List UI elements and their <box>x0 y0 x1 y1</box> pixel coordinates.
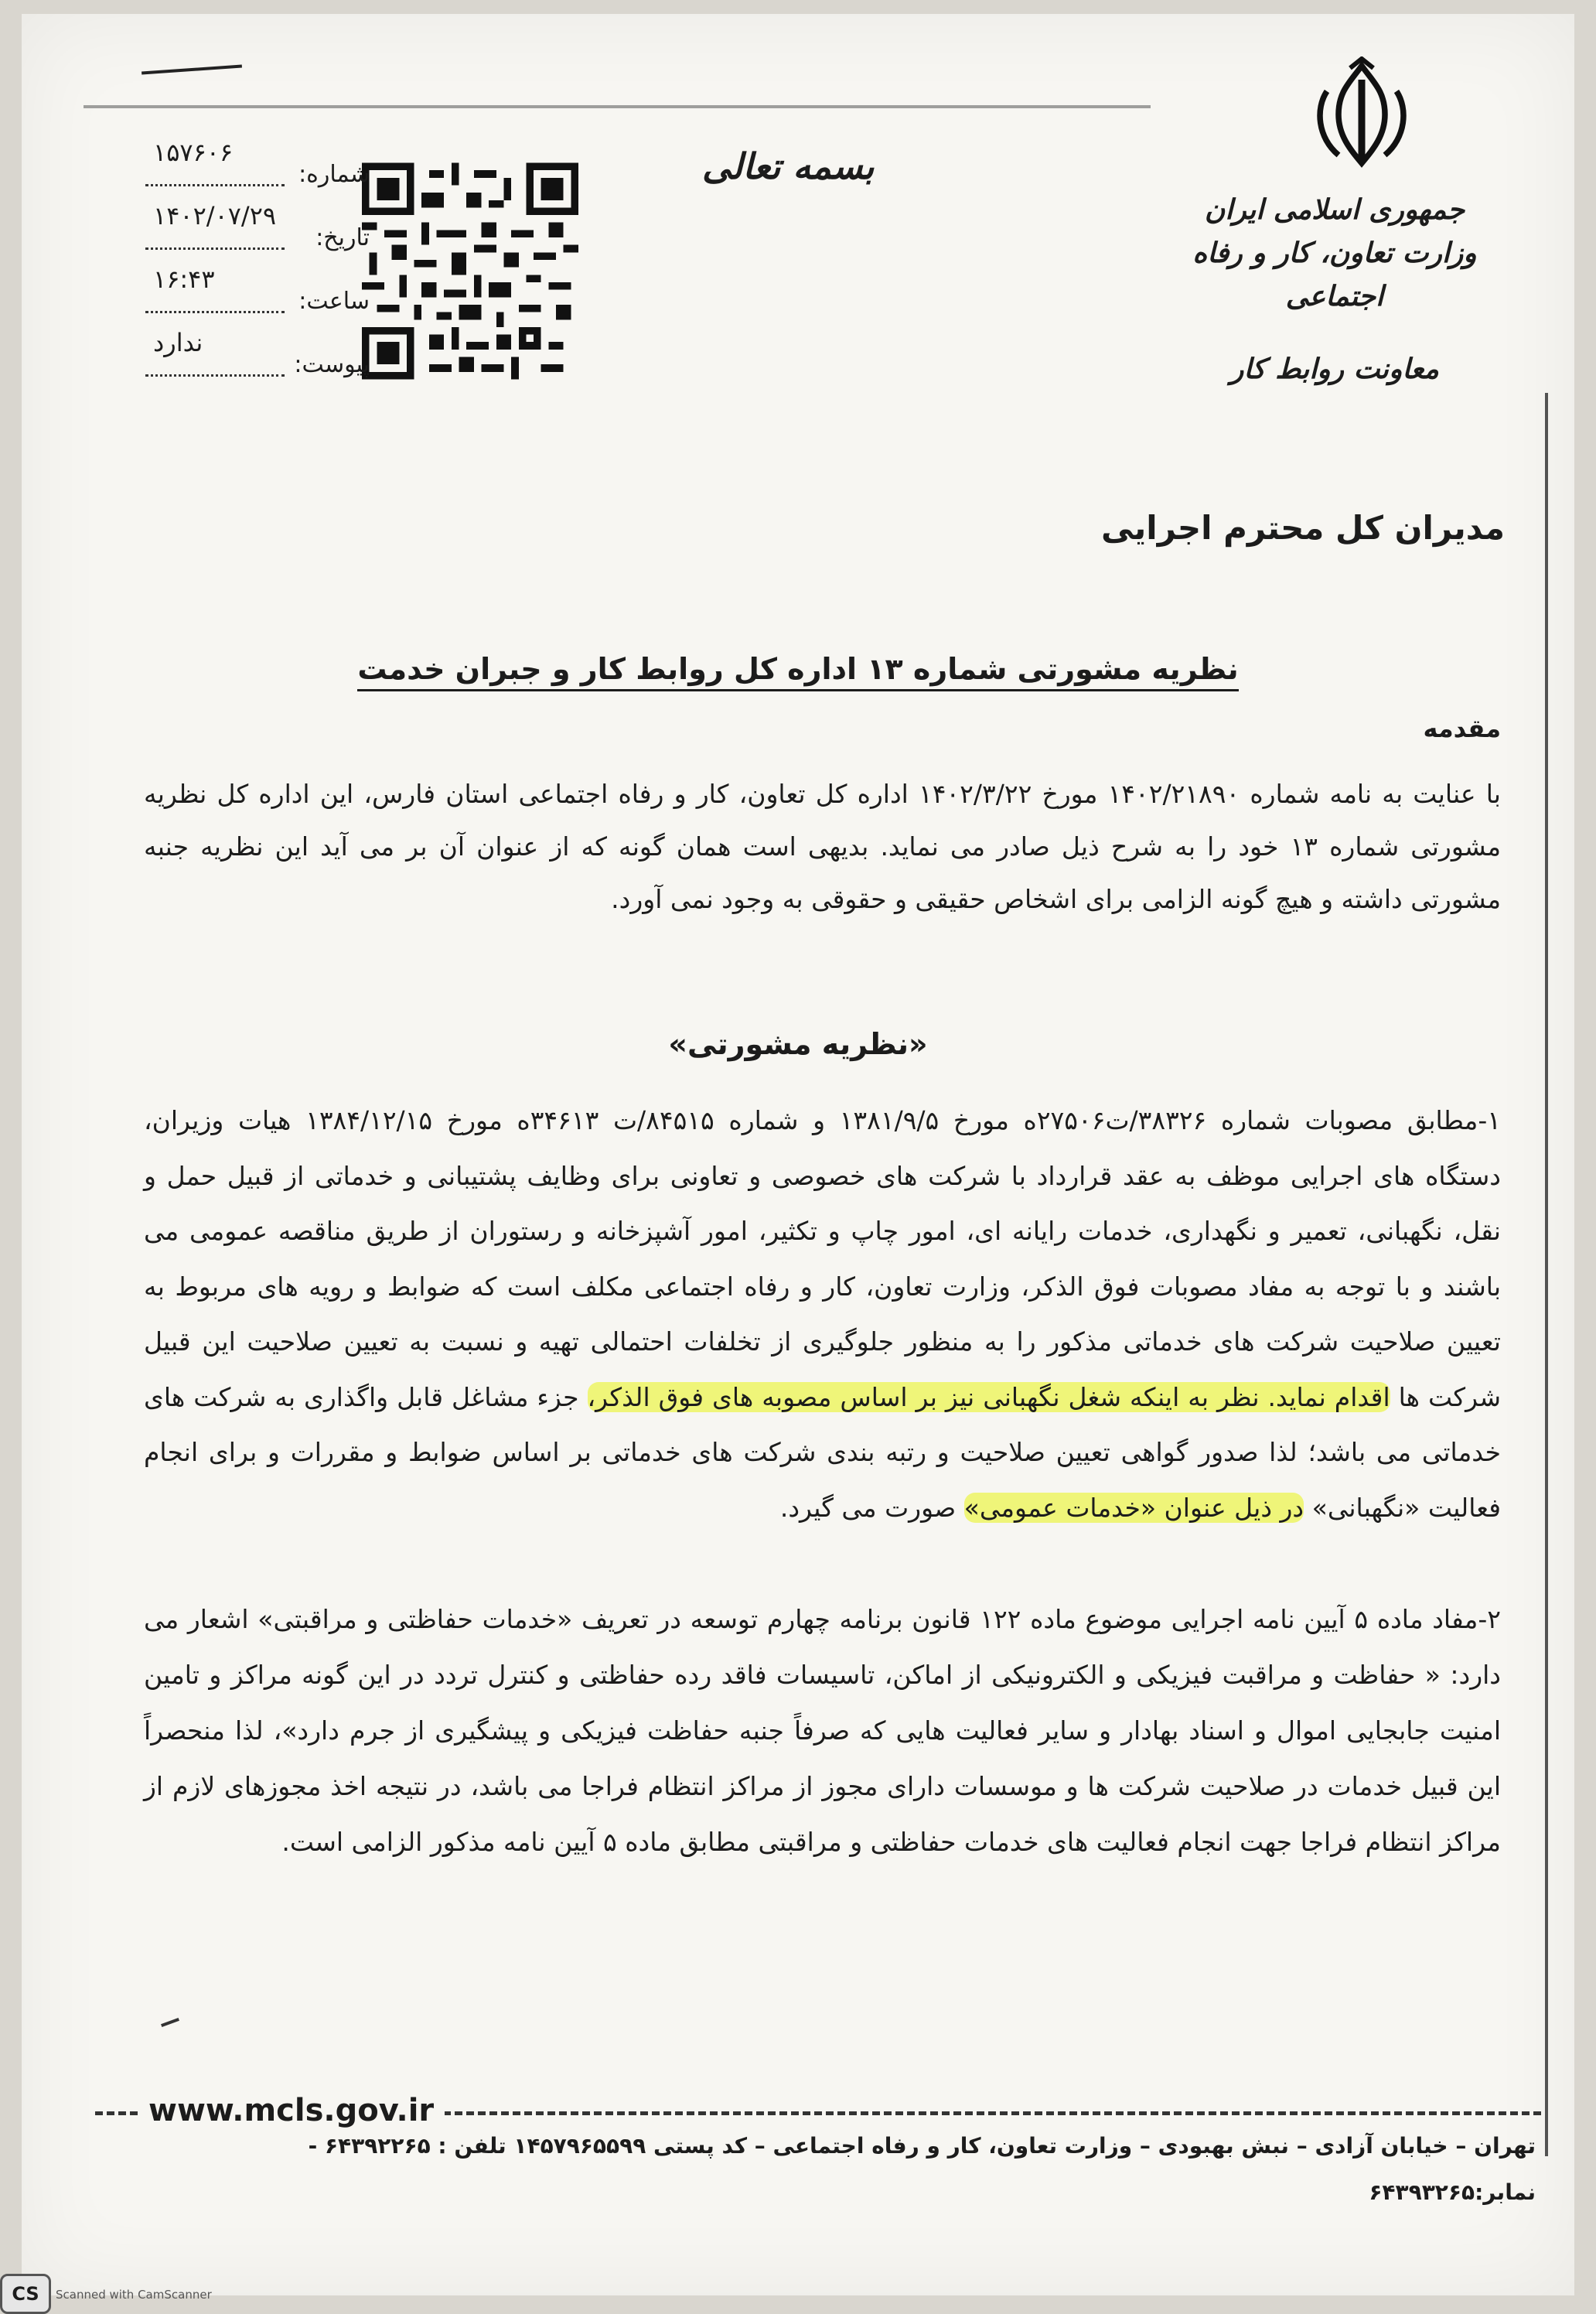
dotted-line <box>145 247 285 250</box>
ministry-line-1: جمهوری اسلامی ایران <box>1204 193 1465 226</box>
dotted-line <box>145 184 285 186</box>
meta-date <box>130 201 370 265</box>
pen-mark <box>142 64 242 74</box>
dotted-line <box>145 374 285 377</box>
attachment-label: پیوست: <box>294 351 370 378</box>
paragraph-2: ۲-مفاد ماده ۵ آیین نامه اجرایی موضوع ماده ۱۲۲ قانون برنامه چهارم توسعه در تعریف «خدمات حفاظتی و مراقبتی» اشعار می دارد: « حفاظت و مراقبت فیزیکی و الکترونیکی از اماکن، تاسیسات فاقد رده حفاظتی و کنترل تردد در این گونه مراکز و تامین امنیت جابجایی اموال و اسناد بهادار و سایر فعالیت هایی که صرفاً جنبه حفاظت فیزیکی و پیشگیری از جرم دارد»، لذا منحصراً این قبیل خدمات در صلاحیت شرکت ها و موسسات دارای مجوز از مراکز انتظام فراجا می باشد، در نتیجه اخذ مجوزهای لازم از مراکز انتظام فراجا جهت انجام فعالیت های خدمات حفاظتی و مراقبتی مطابق ماده ۵ آیین نامه مذکور الزامی است. <box>144 1604 1501 1857</box>
footer-address: تهران – خیابان آزادی – نبش بهبودی – وزارت تعاون، کار و رفاه اجتماعی – کد پستی ۱۴۵۷۹۶۵۵۹۹ تلفن : ۶۴۳۹۲۲۶۵ - <box>308 2133 1536 2159</box>
number-value: ۱۵۷۶۰۶ <box>153 138 234 167</box>
ministry-header <box>1157 188 1512 391</box>
intro-paragraph: با عنایت به نامه شماره ۱۴۰۲/۲۱۸۹۰ مورخ ۱۴۰۲/۳/۲۲ اداره کل تعاون، کار و رفاه اجتماعی استان فارس، این اداره کل نظریه مشورتی شماره ۱۳ خود را به شرح ذیل صادر می نماید. بدیهی است همان گونه که از عنوان آن بر می آید این نظریه جنبه مشورتی داشته و هیچ گونه الزامی برای اشخاص حقیقی و حقوقی به وجود نمی آورد. <box>144 779 1502 914</box>
date-value: ۱۴۰۲/۰۷/۲۹ <box>153 201 277 230</box>
intro-label: مقدمه <box>1423 714 1501 743</box>
footer-fax: نمابر:۶۴۳۹۳۲۶۵ <box>1369 2179 1536 2205</box>
letter-title <box>22 652 1574 686</box>
header-rule <box>84 105 1151 108</box>
highlighted-text-1: اقدام نماید. نظر به اینکه شغل نگهبانی نیز بر اساس مصوبه های فوق الذکر، <box>587 1381 1390 1412</box>
iran-emblem-icon <box>1304 56 1420 172</box>
paragraph-1-part-b: جزء مشاغل قابل واگذاری به شرکت های خدماتی می باشد؛ لذا صدور گواهی تعیین صلاحیت و رتبه بندی شرکت های خدماتی بر اساس ضوابط و مقررات و برای انجام فعالیت «نگهبانی» <box>144 1381 1501 1523</box>
highlighted-text-2: در ذیل عنوان «خدمات عمومی» <box>963 1492 1304 1523</box>
meta-attachment <box>130 328 370 391</box>
section-subtitle: «نظریه مشورتی» <box>668 1027 928 1061</box>
date-label: تاریخ: <box>315 224 370 251</box>
letter-title-text: نظریه مشورتی شماره ۱۳ اداره کل روابط کار و جبران خدمت <box>357 652 1238 691</box>
camscanner-watermark: Scanned with CamScanner <box>56 2288 212 2302</box>
qr-code-icon <box>362 161 578 381</box>
paragraph-1-part-a: ۱-مطابق مصوبات شماره ۳۸۳۲۶/ت۲۷۵۰۶ه مورخ ۱۳۸۱/۹/۵ و شماره ۸۴۵۱۵/ت ۳۴۶۱۳ه مورخ ۱۳۸۴/۱۲/۱۵ هیات وزیران، دستگاه های اجرایی موظف به عقد قرارداد با شرکت های خصوصی و تعاونی برای وظایف پشتیبانی و خدماتی از قبیل حمل و نقل، نگهبانی، تعمیر و نگهداری، خدمات رایانه ای، امور چاپ و تکثیر، امور آشپزخانه و رستوران از طریق مناقصه عمومی می باشند و با توجه به مفاد مصوبات فوق الذکر، وزارت تعاون، کار و رفاه اجتماعی مکلف است که ضوابط و رویه های مربوط به تعیین صلاحیت شرکت های خدماتی مذکور را به منظور جلوگیری از تخلفات احتمالی تهیه و نسبت به تعیین صلاحیت این قبیل شرکت ها <box>144 1105 1501 1412</box>
addressee: مدیران کل محترم اجرایی <box>1101 509 1505 547</box>
basmala: بسمه تعالی <box>702 145 875 187</box>
meta-time <box>130 265 370 328</box>
paragraph-1 <box>144 1093 1501 1535</box>
time-value: ۱۶:۴۳ <box>153 265 215 294</box>
meta-number <box>130 138 370 201</box>
attachment-value: ندارد <box>153 328 203 357</box>
website-link[interactable]: www.mcls.gov.ir <box>138 2093 445 2128</box>
time-label: ساعت: <box>298 288 370 315</box>
paragraph-1-part-c: صورت می گیرد. <box>779 1492 964 1523</box>
letter-meta <box>130 138 370 391</box>
ministry-line-2: وزارت تعاون، کار و رفاه اجتماعی <box>1192 237 1477 312</box>
ministry-line-3: معاونت روابط کار <box>1230 353 1439 385</box>
number-label: شماره: <box>298 161 370 188</box>
pen-mark <box>161 2018 179 2027</box>
dotted-line <box>145 311 285 313</box>
camscanner-logo: CS <box>0 2274 51 2314</box>
letter-sheet <box>22 14 1574 2295</box>
